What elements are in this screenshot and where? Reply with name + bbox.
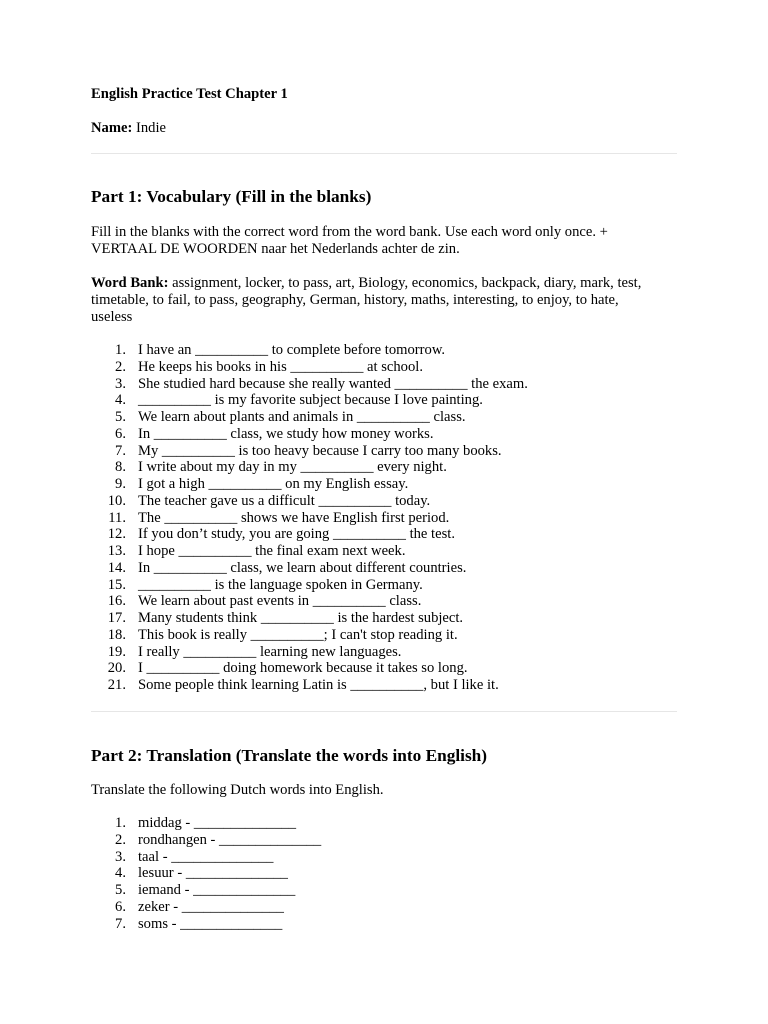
item-text: He keeps his books in his __________ at school. [138,358,423,375]
part2-question-list [91,815,321,932]
name-value: Indie [136,120,166,136]
list-item [91,543,528,560]
item-number: 6. [115,898,126,915]
item-text: soms - ______________ [138,915,283,932]
item-number: 15. [107,576,126,593]
list-item [91,882,321,899]
item-number: 17. [107,610,126,626]
list-item [91,916,321,933]
item-number: 19. [107,643,126,660]
divider [91,711,677,712]
item-number: 10. [107,492,126,509]
item-text: In __________ class, we study how money works. [138,425,434,442]
list-item [91,677,528,694]
item-text: The __________ shows we have English first period. [138,509,450,526]
item-number: 9. [115,476,126,492]
list-item [91,426,528,443]
item-text: __________ is my favorite subject because I love painting. [138,392,483,409]
list-item [91,627,528,644]
word-bank [91,275,661,326]
item-number: 5. [115,882,126,898]
item-text: Many students think __________ is the hardest subject. [138,610,464,626]
list-item [91,409,528,426]
item-text: My __________ is too heavy because I carry too many books. [138,442,502,459]
item-number: 7. [115,915,126,932]
list-item [91,560,528,577]
list-item [91,459,528,476]
part2-instructions: Translate the following Dutch words into English. [91,782,384,798]
word-bank-label: Word Bank: [91,275,169,291]
list-item [91,359,528,376]
list-item [91,832,321,849]
item-text: We learn about plants and animals in __________ class. [138,409,466,425]
item-text: middag - ______________ [138,815,297,831]
item-number: 2. [115,831,126,848]
item-text: I hope __________ the final exam next week. [138,543,406,559]
item-text: I really __________ learning new languages. [138,643,402,660]
part1-instructions: Fill in the blanks with the correct word from the word bank. Use each word only once. + VERTAAL DE WOORDEN naar het Nederlands achter de zin. [91,224,608,257]
item-number: 20. [107,660,126,677]
item-text: __________ is the language spoken in Germany. [138,576,423,593]
list-item [91,865,321,882]
list-item [91,392,528,409]
item-text: I write about my day in my __________ every night. [138,459,447,476]
item-number: 16. [107,593,126,610]
item-text: rondhangen - ______________ [138,831,322,848]
document-title: English Practice Test Chapter 1 [91,86,288,102]
item-number: 3. [115,375,126,392]
list-item [91,342,528,359]
item-number: 6. [115,425,126,442]
item-text: lesuur - ______________ [138,865,288,882]
item-text: We learn about past events in __________ class. [138,593,422,610]
item-number: 21. [107,677,126,693]
item-text: iemand - ______________ [138,882,296,898]
part1-question-list [91,342,528,694]
item-number: 5. [115,409,126,425]
list-item [91,526,528,543]
item-text: If you don’t study, you are going __________ the test. [138,526,455,543]
part2-heading: Part 2: Translation (Translate the words into English) [91,746,488,765]
item-number: 18. [107,626,126,643]
item-text: zeker - ______________ [138,898,284,915]
list-item [91,660,528,677]
item-text: I have an __________ to complete before tomorrow. [138,342,446,358]
item-text: She studied hard because she really wanted __________ the exam. [138,375,528,392]
list-item [91,644,528,661]
item-text: The teacher gave us a difficult __________ today. [138,492,431,509]
item-text: Some people think learning Latin is __________, but I like it. [138,677,499,693]
item-number: 11. [108,509,126,526]
item-number: 2. [115,358,126,375]
item-number: 12. [107,526,126,543]
list-item [91,610,528,627]
list-item [91,815,321,832]
item-number: 14. [107,559,126,576]
list-item [91,577,528,594]
item-number: 1. [115,342,126,358]
list-item [91,376,528,393]
divider [91,153,677,154]
part1-heading: Part 1: Vocabulary (Fill in the blanks) [91,187,372,206]
item-number: 3. [115,848,126,865]
item-number: 8. [115,459,126,476]
list-item [91,443,528,460]
list-item [91,849,321,866]
item-text: taal - ______________ [138,848,274,865]
item-number: 7. [115,442,126,459]
item-number: 4. [115,392,126,409]
name-label: Name: [91,120,133,136]
name-line [91,120,166,137]
item-number: 1. [115,815,126,831]
list-item [91,510,528,527]
list-item [91,899,321,916]
item-text: I got a high __________ on my English essay. [138,476,409,492]
item-text: This book is really __________; I can't stop reading it. [138,626,458,643]
word-bank-words: assignment, locker, to pass, art, Biology, economics, backpack, diary, mark, test, timetable, to fail, to pass, geography, German, history, maths, interesting, to enjoy, to hate, useless [91,275,642,325]
item-number: 4. [115,865,126,882]
item-text: In __________ class, we learn about different countries. [138,559,467,576]
item-text: I __________ doing homework because it takes so long. [138,660,468,677]
list-item [91,476,528,493]
list-item [91,493,528,510]
list-item [91,593,528,610]
item-number: 13. [107,543,126,559]
